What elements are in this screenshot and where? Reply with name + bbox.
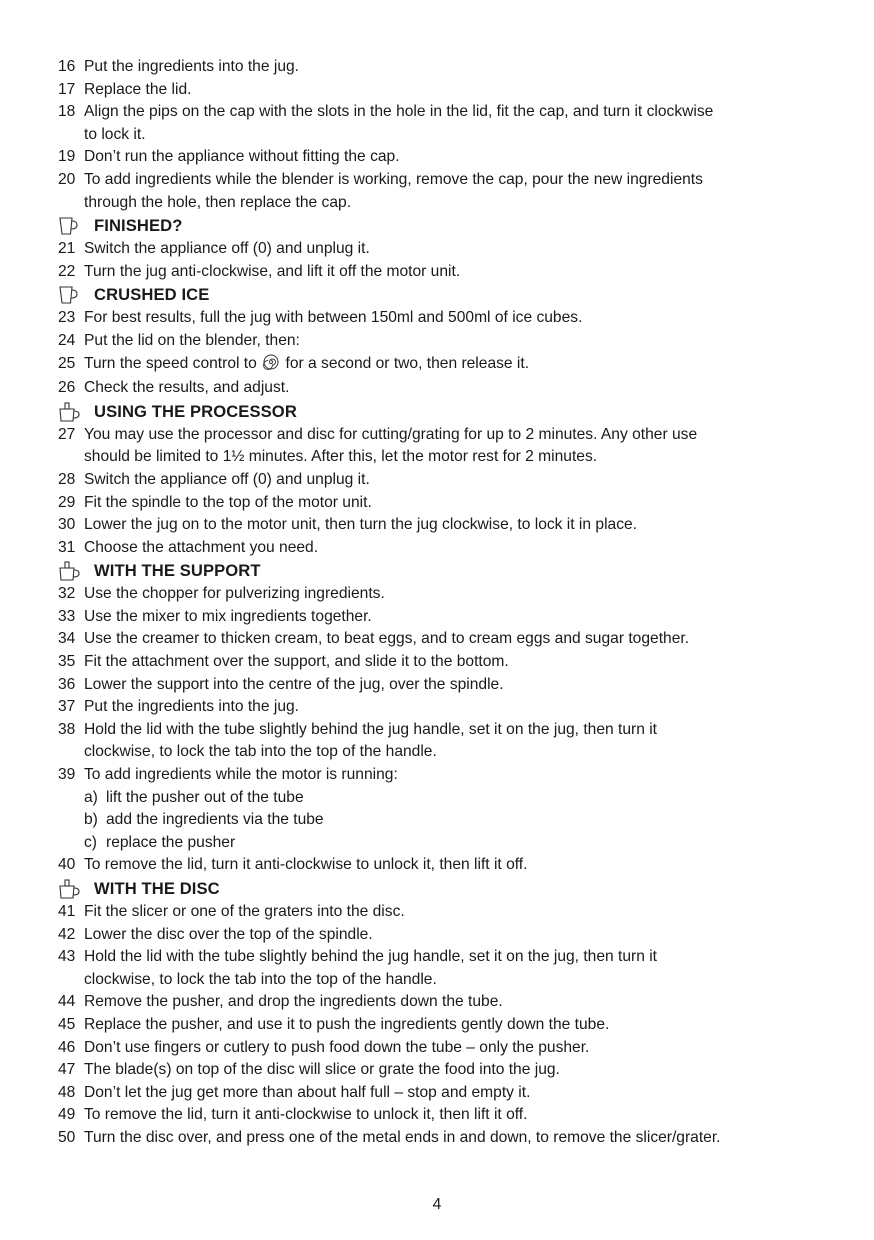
item-number: 34 — [58, 630, 76, 648]
item-text: The blade(s) on top of the disc will slice or grate the food into the jug. — [84, 1061, 560, 1079]
processor-bowl-icon — [58, 561, 94, 581]
sub-item-letter: c) — [84, 833, 97, 851]
item-text: Turn the jug anti-clockwise, and lift it off the motor unit. — [84, 262, 461, 280]
item-number: 22 — [58, 262, 76, 280]
section-heading-crushed-ice — [58, 283, 818, 307]
item-number: 42 — [58, 925, 76, 943]
section-heading-with-disc — [58, 877, 818, 901]
item-number: 20 — [58, 170, 76, 188]
list-item — [58, 261, 818, 284]
list-item — [58, 628, 818, 651]
list-item — [58, 469, 818, 492]
section-heading-using-processor — [58, 400, 818, 424]
list-item — [58, 1014, 818, 1037]
item-text — [84, 101, 818, 146]
item-text: Don’t run the appliance without fitting the cap. — [84, 148, 400, 166]
item-text — [84, 169, 818, 214]
item-number: 41 — [58, 903, 76, 920]
list-item — [58, 924, 818, 947]
list-item — [58, 307, 818, 330]
item-number: 25 — [58, 354, 76, 372]
list-item — [58, 901, 818, 924]
item-text-line: To add ingredients while the blender is working, remove the cap, pour the new ingredients — [84, 170, 703, 188]
item-number: 17 — [58, 80, 76, 98]
list-item — [58, 424, 818, 469]
list-item — [58, 330, 818, 353]
sub-item-text: replace the pusher — [106, 833, 236, 851]
item-text: Fit the spindle to the top of the motor unit. — [84, 493, 372, 511]
item-text — [84, 424, 818, 469]
item-number: 32 — [58, 585, 76, 603]
list-item — [58, 146, 818, 169]
section-title: CRUSHED ICE — [94, 285, 210, 305]
item-number: 18 — [58, 103, 76, 121]
item-text-line: to lock it. — [84, 125, 146, 143]
list-item — [58, 79, 818, 102]
item-number: 19 — [58, 148, 76, 166]
item-text-line: through the hole, then replace the cap. — [84, 193, 352, 211]
item-number: 21 — [58, 240, 76, 258]
item-number: 35 — [58, 653, 76, 671]
sub-item-text: add the ingredients via the tube — [106, 811, 324, 829]
item-text: Remove the pusher, and drop the ingredients down the tube. — [84, 993, 503, 1011]
item-text — [84, 719, 818, 764]
list-item — [58, 651, 818, 674]
list-item — [58, 492, 818, 515]
item-number: 27 — [58, 425, 76, 443]
item-number: 26 — [58, 379, 76, 397]
item-text: Replace the lid. — [84, 80, 192, 98]
item-number: 37 — [58, 698, 76, 716]
item-number: 16 — [58, 58, 76, 75]
item-text: Put the ingredients into the jug. — [84, 58, 299, 75]
item-text: Choose the attachment you need. — [84, 538, 319, 556]
list-item — [58, 583, 818, 606]
item-text: Use the creamer to thicken cream, to beat eggs, and to cream eggs and sugar together. — [84, 630, 690, 648]
list-item — [58, 946, 818, 991]
item-number: 45 — [58, 1015, 76, 1033]
list-item — [58, 854, 818, 877]
section-title: FINISHED? — [94, 216, 183, 236]
blender-jug-icon — [58, 285, 94, 305]
item-number: 38 — [58, 720, 76, 738]
item-number: 24 — [58, 331, 76, 349]
item-number: 30 — [58, 516, 76, 534]
section-title: WITH THE SUPPORT — [94, 561, 261, 581]
item-number: 28 — [58, 470, 76, 488]
list-item — [58, 696, 818, 719]
item-text: Use the chopper for pulverizing ingredients. — [84, 585, 385, 603]
item-text-line: Align the pips on the cap with the slots in the hole in the lid, fit the cap, and turn it clockwise — [84, 103, 714, 121]
section-heading-finished — [58, 214, 818, 238]
item-text: Lower the support into the centre of the jug, over the spindle. — [84, 675, 504, 693]
list-item — [58, 514, 818, 537]
item-text: Check the results, and adjust. — [84, 379, 290, 397]
item-number: 23 — [58, 309, 76, 327]
page-number: 4 — [432, 1196, 442, 1213]
list-item — [58, 1059, 818, 1082]
item-text-after: for a second or two, then release it. — [285, 354, 530, 372]
item-text-line: clockwise, to lock the tab into the top of the handle. — [84, 970, 437, 988]
list-item — [58, 764, 818, 787]
item-text: Use the mixer to mix ingredients together. — [84, 607, 372, 625]
item-text-line: clockwise, to lock the tab into the top of the handle. — [84, 743, 437, 761]
item-number: 33 — [58, 607, 76, 625]
sub-item-text: lift the pusher out of the tube — [106, 788, 304, 806]
list-item — [58, 1037, 818, 1060]
item-text: Don’t use fingers or cutlery to push food down the tube – only the pusher. — [84, 1038, 590, 1056]
list-item — [58, 991, 818, 1014]
section-title: USING THE PROCESSOR — [94, 401, 297, 421]
section-heading-with-support — [58, 559, 818, 583]
item-text: Put the ingredients into the jug. — [84, 698, 299, 716]
sub-item-letter: b) — [84, 811, 98, 829]
item-number: 48 — [58, 1083, 76, 1101]
item-number: 43 — [58, 948, 76, 966]
item-text-line: should be limited to 1½ minutes. After this, let the motor rest for 2 minutes. — [84, 448, 598, 466]
item-text: Switch the appliance off (0) and unplug it. — [84, 240, 370, 258]
processor-bowl-icon — [58, 879, 94, 899]
item-text: To remove the lid, turn it anti-clockwise to unlock it, then lift it off. — [84, 1106, 528, 1124]
section-title: WITH THE DISC — [94, 879, 220, 898]
list-item — [58, 1104, 818, 1127]
list-item — [58, 377, 818, 400]
list-item — [58, 537, 818, 560]
item-text: For best results, full the jug with between 150ml and 500ml of ice cubes. — [84, 309, 583, 327]
list-item — [58, 169, 818, 214]
list-item — [58, 719, 818, 764]
item-number: 50 — [58, 1128, 76, 1146]
sub-list-item — [84, 787, 818, 810]
item-number: 36 — [58, 675, 76, 693]
item-text: Replace the pusher, and use it to push the ingredients gently down the tube. — [84, 1015, 610, 1033]
processor-bowl-icon — [58, 402, 94, 422]
sub-item-letter: a) — [84, 788, 98, 806]
item-text: To remove the lid, turn it anti-clockwise to unlock it, then lift it off. — [84, 856, 528, 874]
list-item — [58, 353, 818, 378]
sub-list — [58, 787, 818, 855]
item-text: Lower the jug on to the motor unit, then turn the jug clockwise, to lock it in place. — [84, 516, 638, 534]
item-text — [84, 353, 818, 378]
list-item — [58, 606, 818, 629]
item-number: 31 — [58, 538, 76, 556]
list-item — [58, 56, 818, 79]
item-number: 29 — [58, 493, 76, 511]
sub-list-item — [84, 832, 818, 855]
item-text: Fit the attachment over the support, and slide it to the bottom. — [84, 653, 509, 671]
item-number: 44 — [58, 993, 76, 1011]
item-number: 47 — [58, 1061, 76, 1079]
blender-jug-icon — [58, 216, 94, 236]
item-text: Lower the disc over the top of the spindle. — [84, 925, 373, 943]
item-text-line: Hold the lid with the tube slightly behind the jug handle, set it on the jug, then turn it — [84, 948, 658, 966]
item-number: 40 — [58, 856, 76, 874]
item-text: Turn the disc over, and press one of the metal ends in and down, to remove the slicer/grater. — [84, 1128, 721, 1146]
list-item — [58, 101, 818, 146]
instructions-list — [58, 56, 818, 1150]
item-text-line: You may use the processor and disc for cutting/grating for up to 2 minutes. Any other use — [84, 425, 698, 443]
item-text-before: Turn the speed control to — [84, 354, 257, 372]
item-text — [84, 946, 818, 991]
item-number: 39 — [58, 766, 76, 784]
list-item — [58, 1127, 818, 1150]
item-text-line: Hold the lid with the tube slightly behind the jug handle, set it on the jug, then turn it — [84, 720, 658, 738]
sub-list-item — [84, 809, 818, 832]
item-number: 46 — [58, 1038, 76, 1056]
list-item — [58, 1082, 818, 1105]
item-text: Fit the slicer or one of the graters into the disc. — [84, 903, 405, 920]
item-text: Switch the appliance off (0) and unplug it. — [84, 470, 370, 488]
item-number: 49 — [58, 1106, 76, 1124]
item-text: Put the lid on the blender, then: — [84, 331, 300, 349]
list-item — [58, 238, 818, 261]
item-text: To add ingredients while the motor is running: — [84, 766, 398, 784]
pulse-spiral-icon — [263, 354, 279, 378]
item-text: Don’t let the jug get more than about half full – stop and empty it. — [84, 1083, 531, 1101]
list-item — [58, 674, 818, 697]
